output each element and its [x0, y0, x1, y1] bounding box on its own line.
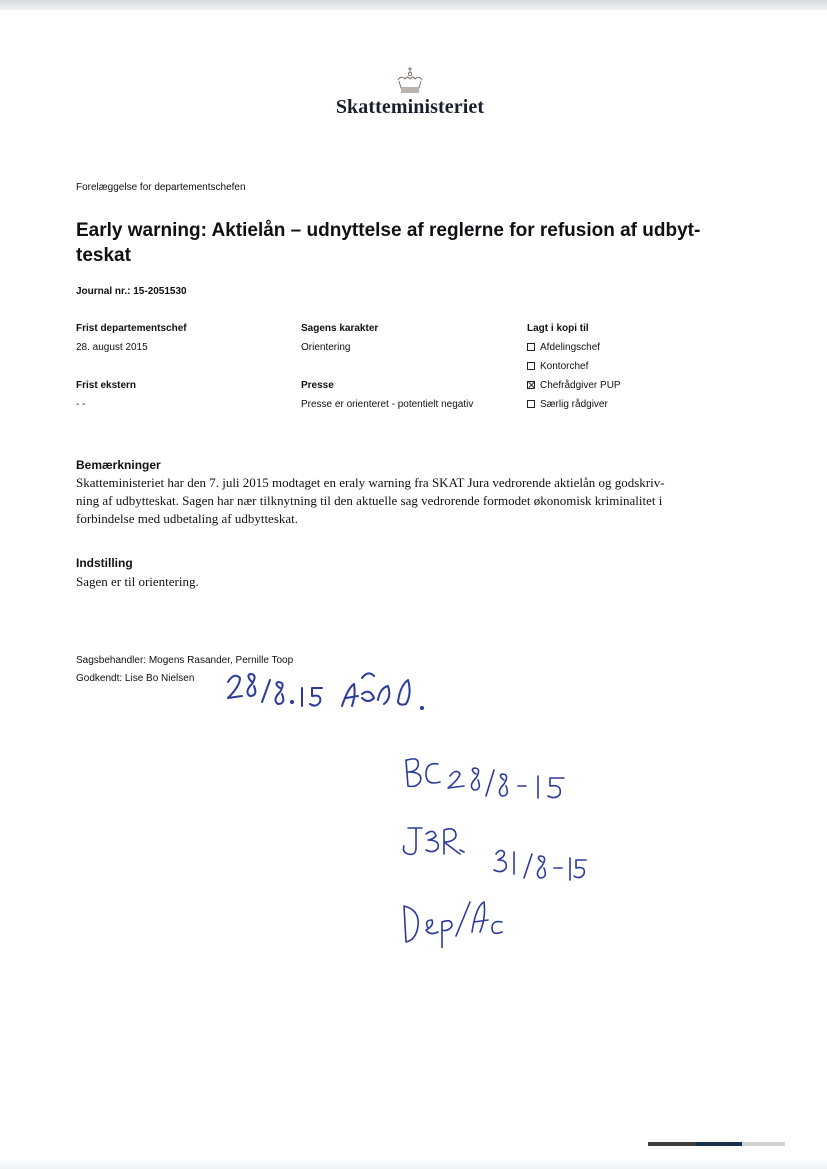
frist-ekstern-value: - - — [76, 399, 86, 410]
checked-checkbox-icon[interactable] — [527, 381, 535, 389]
handwritten-dep-note — [398, 892, 508, 948]
godkendt-line: Godkendt: Lise Bo Nielsen — [76, 673, 195, 684]
copy-option-saerlig-raadgiver[interactable]: Særlig rådgiver — [527, 395, 727, 414]
document-title — [76, 218, 756, 268]
bemaerkninger-line-2: ning af udbytteskat. Sagen har nær tilknytning til den aktuelle sag vedrorende formodet økonomisk kriminalitet i — [76, 493, 663, 508]
scan-edge-bottom — [0, 1159, 827, 1169]
sagens-karakter-value: Orientering — [301, 342, 351, 353]
bemaerkninger-text — [76, 474, 744, 528]
frist-departementschef-value: 28. august 2015 — [76, 342, 148, 353]
indstilling-heading: Indstilling — [76, 556, 133, 570]
handwritten-approval-note — [222, 664, 432, 716]
sagsbehandler-line: Sagsbehandler: Mogens Rasander, Pernille Toop — [76, 655, 294, 666]
lagt-i-kopi-label: Lagt i kopi til — [527, 323, 589, 334]
footer-bar — [648, 1142, 785, 1146]
frist-ekstern-label: Frist ekstern — [76, 380, 137, 391]
presse-label: Presse — [301, 380, 334, 391]
sagens-karakter-label: Sagens karakter — [301, 323, 379, 334]
ministry-name: Skatteministeriet — [335, 96, 485, 118]
case-column — [301, 319, 526, 414]
handwritten-jbr-note — [398, 808, 588, 888]
document-subheading: Forelæggelse for departementschefen — [76, 182, 246, 193]
deadline-column — [76, 319, 276, 414]
copy-to-column — [527, 319, 727, 414]
checkbox-icon[interactable] — [527, 362, 535, 370]
scan-edge-top — [0, 0, 827, 10]
frist-departementschef-label: Frist departementschef — [76, 323, 187, 334]
bemaerkninger-heading: Bemærkninger — [76, 458, 161, 472]
checkbox-icon[interactable] — [527, 400, 535, 408]
bemaerkninger-line-3: forbindelse med udbetaling af udbytteskat. — [76, 511, 299, 526]
copy-option-chefraadgiver-pup[interactable]: Chefrådgiver PUP — [527, 376, 727, 395]
checkbox-icon[interactable] — [527, 343, 535, 351]
bemaerkninger-line-1: Skatteministeriet har den 7. juli 2015 modtaget en eraly warning fra SKAT Jura vedrorende aktielån og godskriv- — [76, 475, 665, 490]
presse-value: Presse er orienteret - potentielt negativ — [301, 399, 474, 410]
indstilling-text: Sagen er til orientering. — [76, 574, 199, 589]
copy-option-afdelingschef[interactable]: Afdelingschef — [527, 338, 727, 357]
document-title-line-1: Early warning: Aktielån – udnyttelse af reglerne for refusion af udbyt- — [76, 220, 701, 241]
handwritten-bc-note — [398, 752, 578, 800]
crown-icon — [393, 66, 427, 96]
copy-option-kontorchef[interactable]: Kontorchef — [527, 357, 727, 376]
journal-label: Journal nr.: — [76, 286, 131, 297]
journal-value: 15-2051530 — [133, 286, 187, 297]
journal-number — [76, 286, 187, 297]
document-title-line-2: teskat — [76, 245, 131, 266]
